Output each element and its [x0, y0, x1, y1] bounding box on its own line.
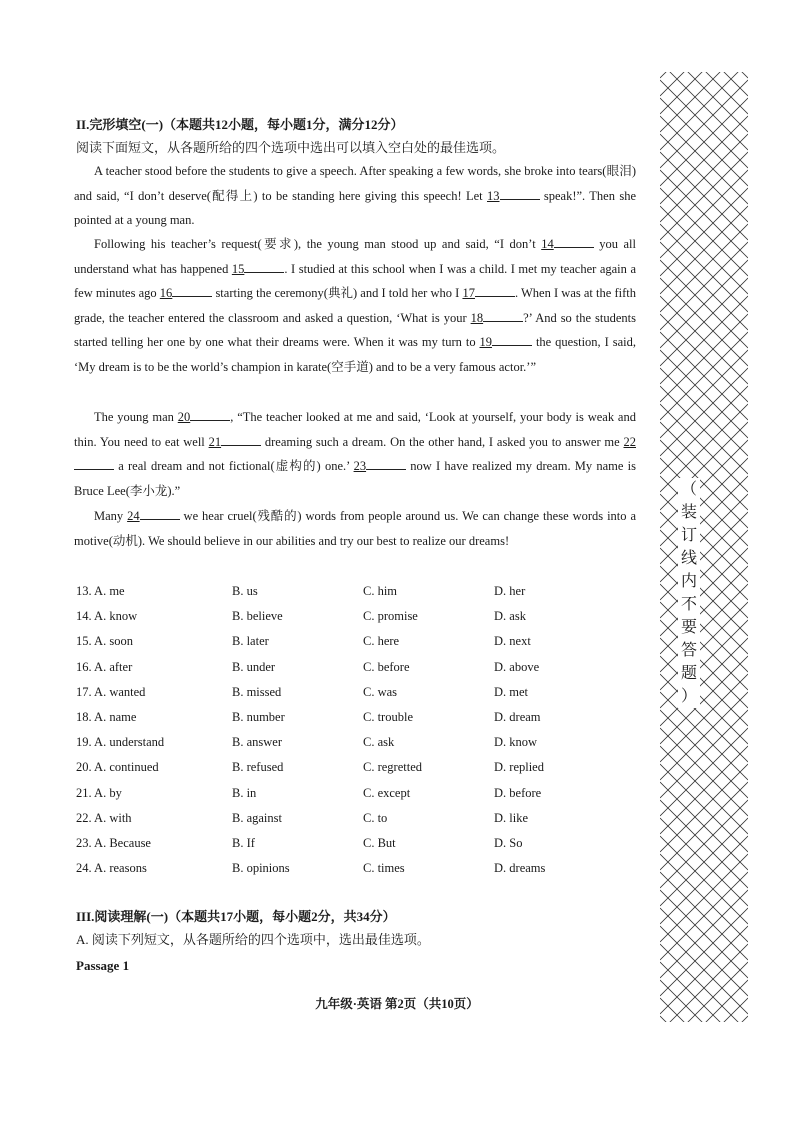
binding-char: 答	[678, 639, 700, 662]
answer-blank[interactable]	[500, 189, 540, 200]
binding-char: ）	[678, 685, 700, 708]
passage-text: speak!”. Then she pointed at a young man.	[74, 188, 636, 228]
binding-char: 线	[678, 547, 700, 570]
option-d: D. dream	[494, 710, 541, 724]
passage-text: Following his teacher’s request(要求), the young man stood up and said, “I don’t	[94, 237, 542, 251]
binding-char: （	[678, 478, 700, 501]
answer-blank[interactable]	[221, 435, 261, 446]
binding-line-note	[678, 478, 700, 708]
passage-text: A teacher stood before the students to give a speech. After speaking a few words, she broke into tears(眼泪) and said, “I don’t deserve(配得上) to be standing here giving this speech! Let	[74, 164, 636, 203]
binding-char: 题	[678, 662, 700, 685]
passage-text: Many	[94, 509, 128, 523]
blank-number: 18	[470, 310, 484, 325]
passage-text: starting the ceremony(典礼) and I told her who I	[212, 286, 463, 301]
option-c: C. was	[363, 684, 398, 699]
option-c: C. trouble	[363, 710, 413, 724]
passage-text: . When I was at the fifth grade, the teacher entered the classroom and asked a question, ‘What is your	[74, 286, 636, 325]
option-d: D. ask	[494, 609, 526, 624]
passage-paragraph	[74, 159, 636, 233]
passage-paragraph	[74, 232, 636, 380]
binding-char: 不	[678, 593, 700, 616]
binding-margin-pattern	[660, 72, 748, 1022]
blank-number: 19	[479, 335, 493, 350]
answer-blank[interactable]	[74, 459, 114, 470]
option-c: C. before	[363, 659, 410, 674]
option-d: D. above	[494, 659, 540, 674]
option-b: B. believe	[232, 609, 283, 624]
answer-blank[interactable]	[366, 459, 406, 470]
option-b: B. later	[232, 634, 269, 649]
answer-blank[interactable]	[244, 262, 284, 273]
section-title-cloze: II.完形填空(一)（本题共12小题，每小题1分，满分12分）	[76, 117, 404, 132]
option-d: D. So	[494, 836, 523, 850]
option-a: 20. A. continued	[76, 760, 159, 775]
answer-blank[interactable]	[140, 509, 180, 520]
option-b: B. answer	[232, 735, 282, 750]
option-a: 18. A. name	[76, 710, 137, 724]
binding-char: 内	[678, 570, 700, 593]
answer-blank[interactable]	[190, 410, 230, 421]
answer-blank[interactable]	[172, 286, 212, 297]
binding-char: 订	[678, 524, 700, 547]
option-c: C. But	[363, 836, 396, 850]
option-a: 17. A. wanted	[76, 684, 146, 699]
option-d: D. before	[494, 785, 542, 800]
passage-paragraph	[74, 405, 636, 503]
option-d: D. next	[494, 634, 531, 649]
binding-char: 要	[678, 616, 700, 639]
passage-text: now I have realized my dream. My name is Bruce Lee(李小龙).”	[74, 459, 637, 498]
blank-number: 24	[127, 509, 140, 523]
blank-number: 13	[487, 188, 500, 203]
answer-blank[interactable]	[475, 286, 515, 297]
option-a: 19. A. understand	[76, 735, 165, 750]
option-a: 22. A. with	[76, 810, 132, 825]
passage-text: a real dream and not fictional(虚构的) one.’	[114, 459, 354, 474]
option-a: 13. A. me	[76, 584, 125, 598]
option-b: B. against	[232, 810, 282, 825]
option-a: 14. A. know	[76, 609, 138, 624]
blank-number: 20	[177, 410, 191, 424]
option-d: D. met	[494, 684, 529, 699]
answer-blank[interactable]	[483, 311, 523, 322]
option-c: C. regretted	[363, 760, 423, 775]
blank-number: 17	[462, 286, 475, 301]
option-c: C. promise	[363, 609, 418, 624]
answer-blank[interactable]	[492, 335, 532, 346]
blank-number: 15	[231, 261, 245, 276]
passage-text: . I studied at this school when I was a child. I met my teacher again a few minutes ago	[74, 261, 636, 301]
option-c: C. ask	[363, 735, 395, 750]
passage-text: , “The teacher looked at me and said, ‘Look at yourself, your body is weak and thin. You need to eat well	[74, 410, 636, 449]
blank-number: 21	[208, 434, 222, 449]
option-a: 23. A. Because	[76, 836, 151, 850]
option-d: D. her	[494, 584, 526, 598]
passage-label: Passage 1	[76, 958, 130, 973]
section-instruction-cloze: 阅读下面短文，从各题所给的四个选项中选出可以填入空白处的最佳选项。	[76, 140, 506, 155]
passage-paragraph	[74, 504, 636, 553]
option-d: D. know	[494, 735, 538, 750]
binding-char: 装	[678, 501, 700, 524]
option-b: B. opinions	[232, 861, 290, 876]
option-c: C. except	[363, 785, 411, 800]
section-instruction-reading: A. 阅读下列短文，从各题所给的四个选项中，选出最佳选项。	[76, 932, 430, 947]
option-a: 24. A. reasons	[76, 861, 147, 876]
blank-number: 23	[353, 459, 367, 474]
option-b: B. missed	[232, 684, 282, 699]
blank-number: 14	[541, 237, 554, 251]
passage-text: ?’ And so the students started telling her one by one what their dreams were. When it was my turn to	[74, 310, 636, 350]
option-b: B. If	[232, 836, 255, 850]
blank-number: 22	[623, 434, 636, 449]
option-a: 15. A. soon	[76, 634, 133, 649]
option-a: 16. A. after	[76, 659, 133, 674]
option-b: B. in	[232, 785, 257, 800]
blank-number: 16	[159, 286, 173, 301]
passage-text: the question, I said, ‘My dream is to be the world’s champion in karate(空手道) and to be a very famous actor.’”	[74, 335, 636, 374]
passage-text: we hear cruel(残酷的) words from people around us. We can change these words into a motive(动机). We should believe in our abilities and try our best to realize our dreams!	[74, 509, 636, 548]
option-d: D. like	[494, 810, 529, 825]
option-b: B. refused	[232, 760, 284, 775]
option-c: C. him	[363, 584, 398, 598]
option-d: D. replied	[494, 760, 544, 775]
option-a: 21. A. by	[76, 785, 122, 800]
option-b: B. us	[232, 584, 258, 598]
option-b: B. under	[232, 659, 276, 674]
passage-text: The young man	[94, 410, 178, 424]
passage-text: you all understand what has happened	[74, 237, 636, 276]
section-title-reading: III.阅读理解(一)（本题共17小题，每小题2分，共34分）	[76, 909, 396, 924]
option-c: C. here	[363, 634, 400, 649]
option-c: C. to	[363, 810, 388, 825]
page-footer: 九年级·英语 第2页（共10页）	[315, 997, 479, 1011]
passage-text: dreaming such a dream. On the other hand, I asked you to answer me	[261, 434, 624, 449]
option-d: D. dreams	[494, 861, 546, 876]
option-c: C. times	[363, 861, 405, 876]
answer-blank[interactable]	[554, 237, 594, 248]
option-b: B. number	[232, 710, 285, 724]
